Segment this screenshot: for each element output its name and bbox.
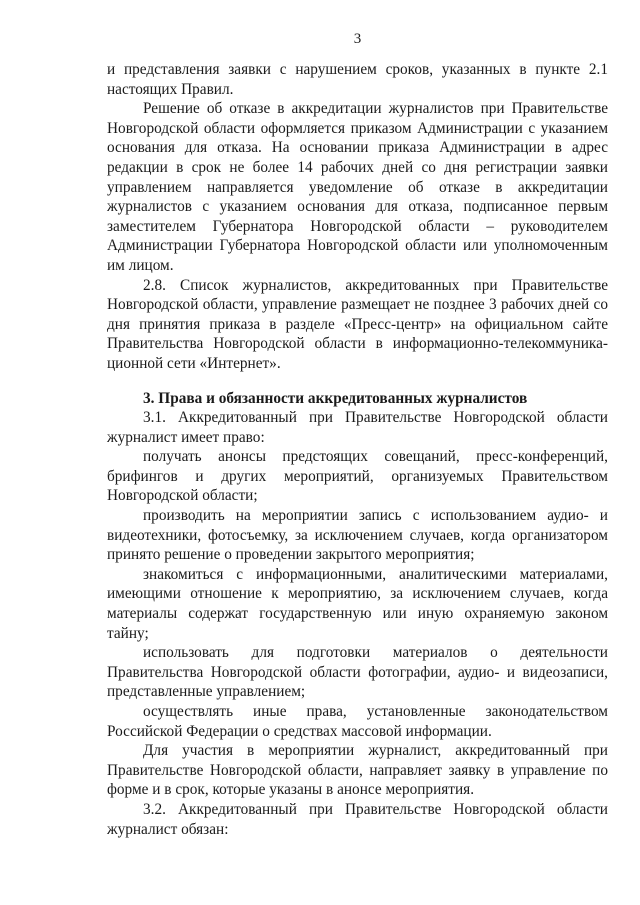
paragraph-participation-request: Для участия в мероприятии журналист, аккредитованный при Правительстве Новгородской области, направляет заявку в управление по форме и в срок, которые указаны в анонсе мероприятия. xyxy=(107,742,608,799)
paragraph-2-8: 2.8. Список журналистов, аккредитованных при Правительстве Новгородской области, управление размещает не позднее 3 рабочих дней со дня принятия приказа в разделе «Пресс-центр» на официальном сайте Правительства Новгородской области в информационно-телекоммуника-ционной сети «Интернет». xyxy=(107,276,608,372)
paragraph-3-1: 3.1. Аккредитованный при Правительстве Новгородской области журналист имеет право: xyxy=(107,409,608,446)
paragraph-continuation: и представления заявки с нарушением сроков, указанных в пункте 2.1 настоящих Правил. xyxy=(107,61,608,98)
right-receive-announcements: получать анонсы предстоящих совещаний, пресс-конференций, брифингов и других мероприятий, организуемых Правительством Новгородской области; xyxy=(107,448,608,505)
page-number: 3 xyxy=(353,31,362,47)
right-record-event: производить на мероприятии запись с использованием аудио- и видеотехники, фотосъемку, за исключением случаев, когда организатором принято решение о проведении закрытого мероприятия; xyxy=(107,507,608,564)
paragraph-3-2: 3.2. Аккредитованный при Правительстве Новгородской области журналист обязан: xyxy=(107,800,608,838)
right-other-rights: осуществлять иные права, установленные законодательством Российской Федерации о средствах массовой информации. xyxy=(107,703,608,740)
document-body xyxy=(107,60,608,839)
right-review-materials: знакомиться с информационными, аналитическими материалами, имеющими отношение к мероприятию, за исключением случаев, когда материалы содержат государственную или иную охраняемую законом тайну; xyxy=(107,565,608,642)
right-use-media: использовать для подготовки материалов о деятельности Правительства Новгородской области фотографии, аудио- и видеозаписи, представленные управлением; xyxy=(107,644,608,701)
section-heading-3: 3. Права и обязанности аккредитованных журналистов xyxy=(143,389,528,407)
paragraph-refusal-decision: Решение об отказе в аккредитации журналистов при Правительстве Новгородской области оформляется приказом Администрации с указанием основания для отказа. На основании приказа Администрации в адрес редакции в срок не более 14 рабочих дней со дня регистрации заявки управлением направляется уведомление об отказе в аккредитации журналистов с указанием основания для отказа, подписанное первым заместителем Губернатора Новгородской области – руководителем Администрации Губернатора Новгородской области или уполномоченным им лицом. xyxy=(107,100,608,274)
